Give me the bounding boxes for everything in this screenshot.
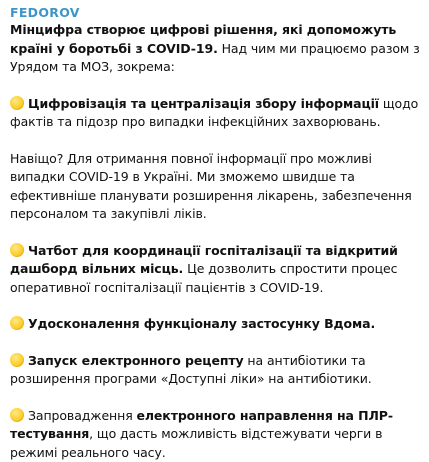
item-text: щодо фактів та підозр про випадки інфекційних захворювань. (10, 95, 419, 129)
spacer (10, 132, 421, 150)
item-bold-text: Удосконалення функціоналу застосунку Вдома. (28, 316, 376, 331)
yellow-circle-icon (10, 353, 24, 367)
yellow-circle-icon (10, 243, 24, 257)
item-vdoma-app (10, 315, 421, 334)
item-bold-text: Чатбот для координації госпіталізації та відкритий дашборд вільних місць. (10, 242, 398, 276)
item-bold-text: Цифровізація та централізація збору інформації (28, 95, 379, 111)
item-digitization (10, 95, 421, 132)
spacer (10, 297, 421, 315)
yellow-circle-icon (10, 96, 24, 110)
item-bold-text: електронного направлення на ПЛР-тестування (10, 407, 393, 441)
item-chatbot (10, 242, 421, 298)
spacer (10, 389, 421, 407)
item-pcr-referral (10, 407, 421, 462)
item-bold-text: Запуск електронного рецепту (28, 352, 244, 368)
why-paragraph: Навіщо? Для отримання повної інформації про можливі випадки COVID-19 в Україні. Ми зможемо швидше та ефективніше планувати розширення лікарень, забезпечення персоналом та закупівлі ліків. (10, 150, 412, 221)
intro-paragraph (10, 21, 421, 77)
item-text: на антибіотики та розширення програми «Доступні ліки» на антибіотики. (10, 352, 372, 386)
intro-text: Над чим ми працюємо разом з Урядом та МОЗ, зокрема: (10, 40, 420, 74)
item-pre-text: Запровадження (28, 407, 137, 423)
intro-bold-text: Мінцифра створює цифрові рішення, які допоможуть країні у боротьбі з COVID-19. (10, 22, 397, 56)
channel-name-link[interactable]: FEDOROV (10, 5, 80, 20)
item-e-prescription (10, 352, 421, 389)
item-text: , що дасть можливість відстежувати черги в режимі реального часу. (10, 426, 383, 460)
spacer (10, 224, 421, 242)
spacer (10, 77, 421, 95)
item-text: Це дозволить спростити процес оперативної госпіталізації пацієнтів з COVID-19. (10, 261, 398, 295)
yellow-circle-icon (10, 408, 24, 422)
spacer (10, 334, 421, 352)
yellow-circle-icon (10, 316, 24, 330)
